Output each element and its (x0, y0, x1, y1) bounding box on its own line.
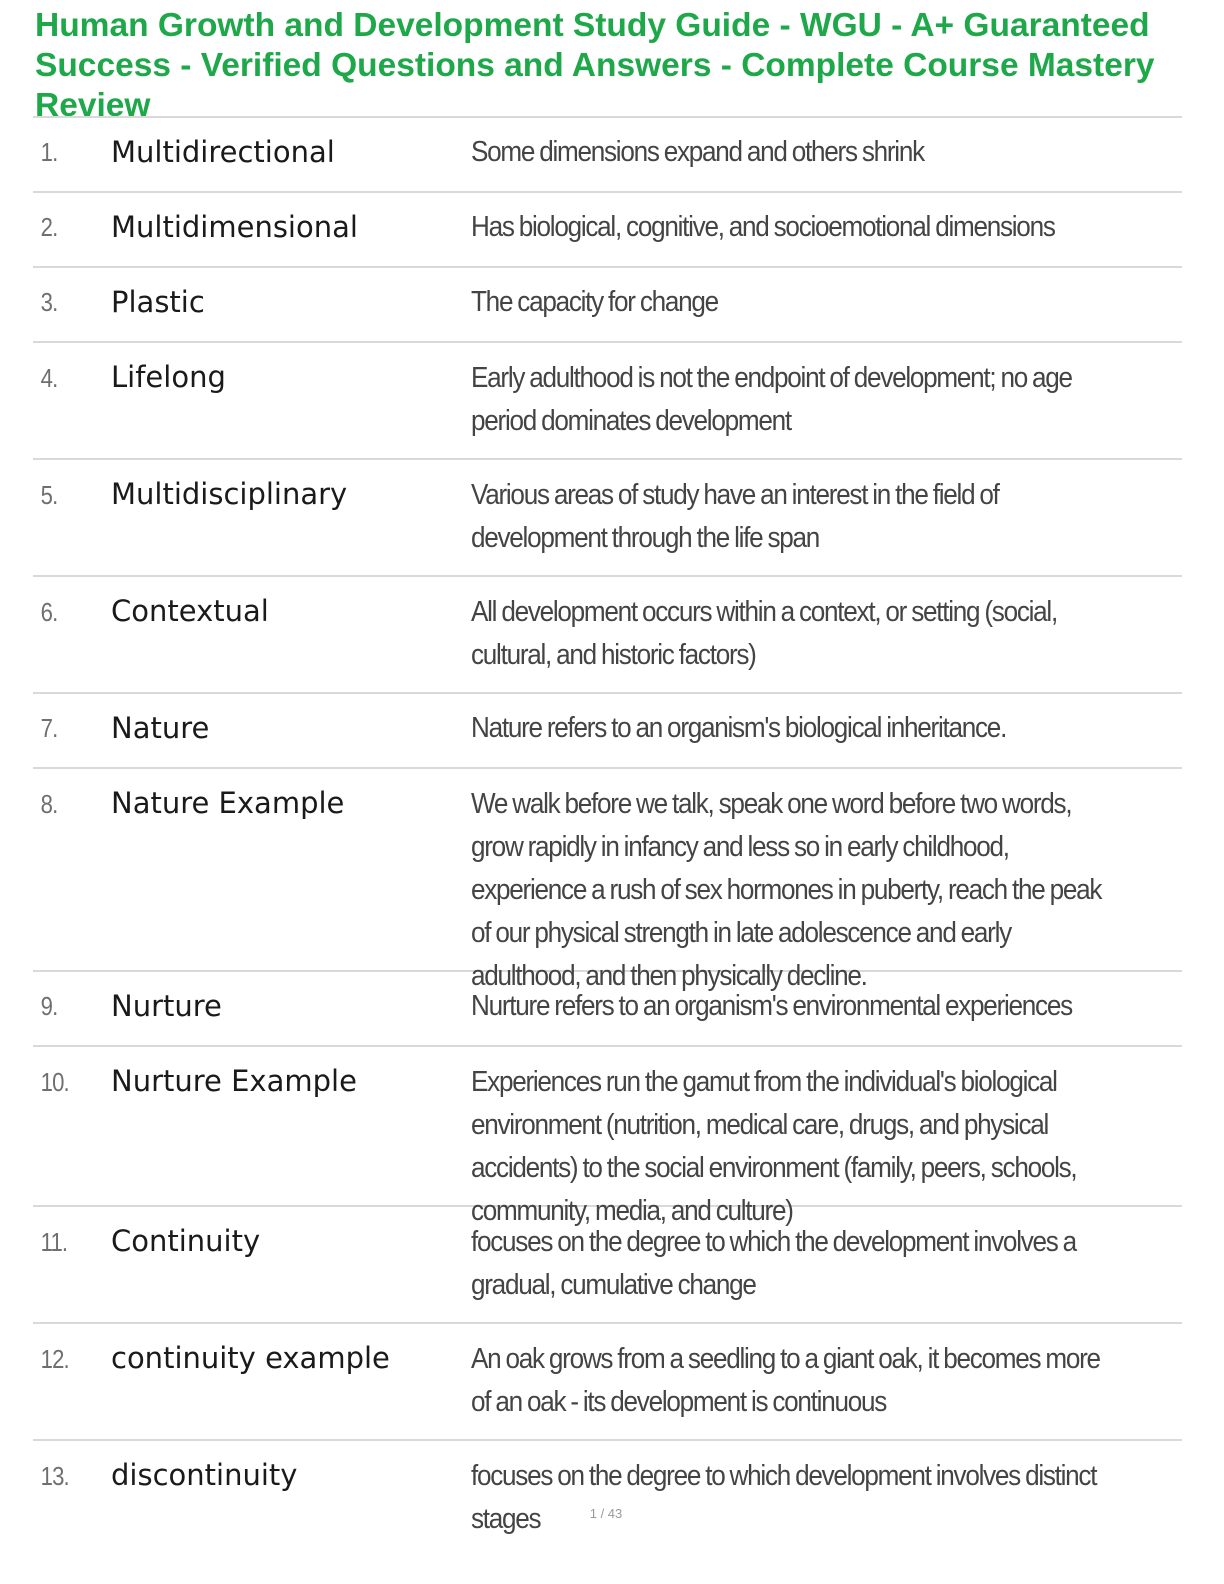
term-number: 8. (40, 789, 58, 819)
term-number: 13. (40, 1461, 69, 1491)
term-definition: The capacity for change (471, 286, 718, 318)
term-definition: An oak grows from a seedling to a giant oak, it becomes more of an oak - its development is continuous (471, 1343, 1100, 1418)
term-number: 5. (40, 480, 58, 510)
term-definition: Various areas of study have an interest in the field of development through the life span (471, 479, 999, 554)
term-definition: We walk before we talk, speak one word before two words, grow rapidly in infancy and less so in early childhood, experience a rush of sex hormones in puberty, reach the peak of our physical strength in late adolescence and early adulthood, and then physically decline. (471, 788, 1102, 992)
term-number: 3. (40, 287, 58, 317)
term-word: Multidirectional (111, 135, 335, 169)
term-definition: focuses on the degree to which the development involves a gradual, cumulative change (471, 1226, 1076, 1301)
terms-table (33, 116, 1182, 1535)
term-number: 10. (40, 1067, 69, 1097)
term-definition: Nature refers to an organism's biological inheritance. (471, 712, 1007, 744)
term-word: Continuity (111, 1224, 261, 1258)
term-row (33, 343, 1182, 460)
term-number: 4. (40, 363, 58, 393)
term-word: Contextual (111, 594, 269, 628)
term-definition: Some dimensions expand and others shrink (471, 136, 924, 168)
page-counter: 1 / 43 (589, 1506, 623, 1521)
term-number: 6. (40, 597, 58, 627)
term-row (33, 577, 1182, 694)
term-word: Nature (111, 711, 210, 745)
term-number: 7. (40, 713, 58, 743)
term-definition: focuses on the degree to which development involves distinct stages (471, 1460, 1097, 1535)
term-definition: Experiences run the gamut from the individual's biological environment (nutrition, medical care, drugs, and physical accidents) to the social environment (family, peers, schools, community, media, and culture) (471, 1066, 1077, 1227)
term-number: 9. (40, 991, 58, 1021)
term-row (33, 694, 1182, 769)
term-number: 2. (40, 212, 58, 242)
term-row (33, 460, 1182, 577)
term-definition: Early adulthood is not the endpoint of development; no age period dominates development (471, 362, 1072, 437)
term-row (33, 1324, 1182, 1441)
term-number: 11. (40, 1227, 68, 1257)
term-row (33, 1047, 1182, 1227)
term-definition: Has biological, cognitive, and socioemotional dimensions (471, 211, 1055, 243)
term-row (33, 769, 1182, 992)
term-row (33, 1207, 1182, 1324)
term-word: Multidimensional (111, 210, 358, 244)
term-word: Nurture (111, 989, 222, 1023)
term-word: continuity example (111, 1341, 390, 1375)
term-definition: All development occurs within a context, or setting (social, cultural, and historic factors) (471, 596, 1057, 671)
term-word: Plastic (111, 285, 205, 319)
term-word: Nature Example (111, 786, 345, 820)
term-number: 1. (40, 137, 58, 167)
term-definition: Nurture refers to an organism's environmental experiences (471, 990, 1072, 1022)
term-word: Nurture Example (111, 1064, 357, 1098)
term-row (33, 118, 1182, 193)
term-word: Lifelong (111, 360, 226, 394)
term-row (33, 193, 1182, 268)
document-title: Human Growth and Development Study Guide - WGU - A+ Guaranteed Success - Verified Questions and Answers - Complete Course Mastery Review (35, 7, 1155, 124)
term-row (33, 268, 1182, 343)
term-number: 12. (40, 1344, 69, 1374)
term-word: discontinuity (111, 1458, 298, 1492)
term-word: Multidisciplinary (111, 477, 348, 511)
